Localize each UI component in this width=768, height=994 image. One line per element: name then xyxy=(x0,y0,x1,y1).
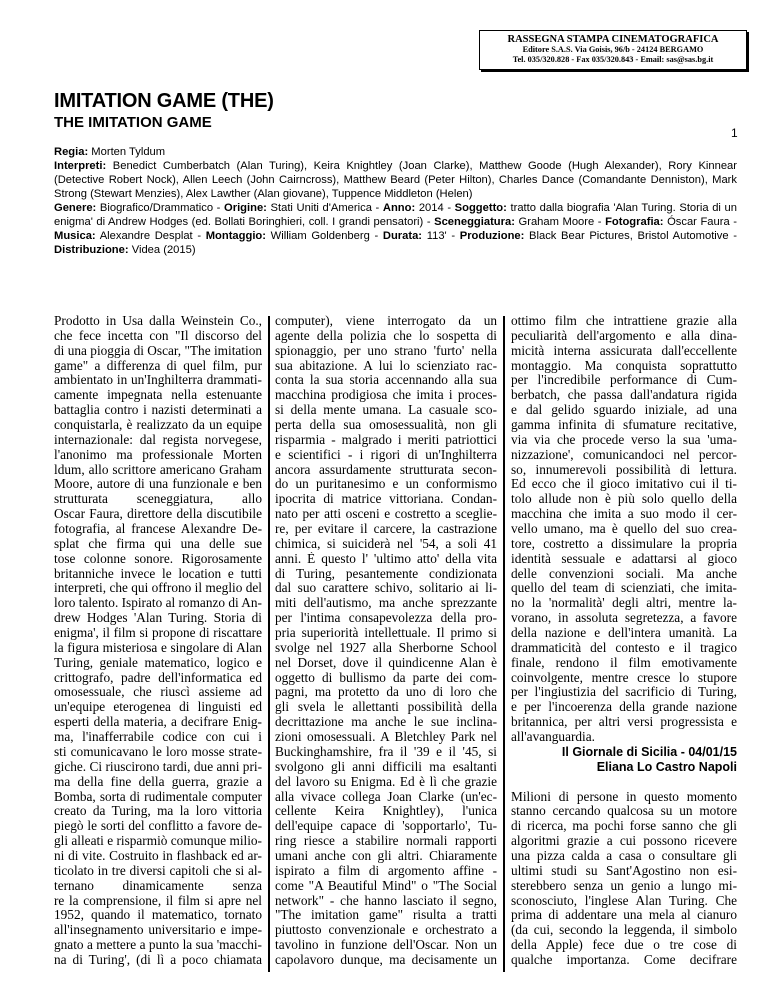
text-line: miti dell'autismo, ma anche sprezzante xyxy=(275,596,497,611)
text-line: come "A Beautiful Mind" o "The Social xyxy=(275,878,497,893)
text-line: battaglia contro i nazisti determinati a xyxy=(54,403,262,418)
text-line: britannica, per altri versi progressista e xyxy=(511,715,737,730)
text-line: finale, rendono il film emotivamente xyxy=(511,655,737,670)
text-line: del lavoro su Enigma. Ed è lì che grazie xyxy=(275,774,497,789)
text-line: interpreti, che qui offrono il meglio del xyxy=(54,581,262,596)
credit-value: Graham Moore - xyxy=(514,216,606,228)
text-line: enigma', il film si propone di riscattare xyxy=(54,626,262,641)
text-line: perta della sua omosessualità, non gli xyxy=(275,418,497,433)
text-line: gli svela le allettanti possibilità della xyxy=(275,700,497,715)
credits-paragraph xyxy=(54,159,737,201)
text-line: dal suo carattere schivo, solitario ai li- xyxy=(275,581,497,596)
text-line: loro talento. Ispirato al romanzo di An- xyxy=(54,596,262,611)
text-line: ma della fine della guerra, grazie a xyxy=(54,774,262,789)
text-line: agente della polizia che lo sospetta di xyxy=(275,328,497,343)
text-line: ni di vite. Costruito in flashback ed ar- xyxy=(54,848,262,863)
text-line: per l'ingiustizia del sacrificio di Turing, xyxy=(511,685,737,700)
review-column-2 xyxy=(275,314,497,968)
text-line: si della mente umana. La casuale sco- xyxy=(275,403,497,418)
text-line: all'avanguardia. xyxy=(511,730,595,745)
text-line: zioni omosessuali. A Bletchley Park nel xyxy=(275,730,497,745)
text-line: oggetto di bullismo da parte dei com- xyxy=(275,670,497,685)
text-line: ipocrita di matrice vittoriana. Condan- xyxy=(275,492,497,507)
text-line: chimica, si suiciderà nel '54, a soli 41 xyxy=(275,536,497,551)
text-line: per l'intima consapevolezza della pro- xyxy=(275,611,497,626)
text-line: una pizza calda a casa o consultare gli xyxy=(511,848,737,863)
text-line: Buckinghamshire, fra il '39 e il '45, si xyxy=(275,744,497,759)
text-line: pria superiorità intellettuale. Il primo si xyxy=(275,626,497,641)
publisher-name: RASSEGNA STAMPA CINEMATOGRAFICA xyxy=(507,34,719,45)
text-line: nato per atti osceni e costretto a sceglie- xyxy=(275,507,497,522)
credits-paragraph xyxy=(54,201,737,257)
text-line: Oscar Faura, direttore della discutibile xyxy=(54,507,262,522)
text-line: tavolino in funzione dell'Oscar. Non un xyxy=(275,938,497,953)
credit-label: Interpreti: xyxy=(54,160,107,172)
text-line: giche. Ci riuscirono tardi, due anni pri- xyxy=(54,759,262,774)
text-line: umani anche con gli altri. Chiaramente xyxy=(275,848,497,863)
text-line: conta la sua storia accennando alla sua xyxy=(275,373,497,388)
text-line: gamma infinita di sfumature recitative, xyxy=(511,418,737,433)
text-line: peculiarità dell'argomento e alla dina- xyxy=(511,328,737,343)
text-line: la figura misteriosa e singolare di Alan xyxy=(54,640,262,655)
credit-value: Morten Tyldum xyxy=(88,146,166,158)
text-line: spionaggio, per uno strano 'furto' nella xyxy=(275,343,497,358)
text-line: svolgono gli anni difficili ma esaltanti xyxy=(275,759,497,774)
text-line: Bomba, sorta di rudimentale computer xyxy=(54,789,262,804)
text-line: so, innumerevoli possibilità di lettura. xyxy=(511,462,737,477)
text-line: micità interna assicurata dall'eccellente xyxy=(511,343,737,358)
text-line: "The imitation game" risulta a tratti xyxy=(275,908,497,923)
text-line: ottimo film che intrattiene grazie alla xyxy=(511,314,737,328)
text-line: omosessuale, che riuscì assieme ad xyxy=(54,685,262,700)
text-line: di una pioggia di Oscar, "The imitation xyxy=(54,343,262,358)
credit-label: Sceneggiatura: xyxy=(434,216,515,228)
credits-paragraph xyxy=(54,145,737,159)
text-line: l'anonimo ma professionale Morten xyxy=(54,447,262,462)
text-line: dell'equipe capace di 'sopportarlo', Tu- xyxy=(275,819,497,834)
credit-value: Benedict Cumberbatch (Alan Turing), Keira Knightley (Joan Clarke), Matthew Goode (Hugh Alexander), Rory Kinnear (Detective Robert Nock), Allen Leech (John Cairncross), Matthew Beard (Peter Hilton), Charles Dance (Comandante Denniston), Mark Strong (Stewart Menzies), Alex Lawther (Alan giovane), Tuppence Middleton (Helen) xyxy=(54,160,737,200)
text-line: montaggio. Ma conquista soprattutto xyxy=(511,358,737,373)
review-author: Eliana Lo Castro Napoli xyxy=(596,759,737,774)
publisher-contacts: Tel. 035/320.828 - Fax 035/320.843 - Email: sas@sas.bg.it xyxy=(512,55,714,64)
credit-value: Alexandre Desplat - xyxy=(95,230,206,242)
text-line: ma, l'inafferrabile codice con cui i xyxy=(54,730,262,745)
review-column-3 xyxy=(511,314,737,968)
credit-label: Anno: xyxy=(382,202,416,214)
spacer xyxy=(511,775,737,790)
text-line: ldum, allo scrittore americano Graham xyxy=(54,462,262,477)
text-line: identità sessuale e adattarsi al gioco xyxy=(511,551,737,566)
credit-value: 113' - xyxy=(422,230,460,242)
review-column-1 xyxy=(54,314,262,968)
text-line: delle convenzioni sociali. Ma anche xyxy=(511,566,737,581)
credit-label: Genere: xyxy=(54,202,97,214)
credit-label: Musica: xyxy=(54,230,96,242)
text-line: Ed ecco che il gioco imitativo cui il ti- xyxy=(511,477,737,492)
credit-value: tratto dalla biografia 'Alan Turing. Storia di un enigma' di Andrew Hodges (ed. Bollati Boringhieri, coll. I grandi pensatori) - xyxy=(54,202,737,228)
text-line: di ricerca, ma pochi forse sanno che gli xyxy=(511,819,737,834)
text-line: un'equipe eterogenea di linguisti ed xyxy=(54,700,262,715)
text-line: camente impegnata nella estenuante xyxy=(54,388,262,403)
text-line: internazionale: dal regista norvegese, xyxy=(54,432,262,447)
credit-label: Durata: xyxy=(382,230,423,242)
film-credits xyxy=(54,145,737,257)
text-line: decrittazione ma anche le sue inclina- xyxy=(275,715,497,730)
text-line: risparmia - malgrado i meriti patriottici xyxy=(275,432,497,447)
text-line: berbatch, che passa dall'andatura rigida xyxy=(511,388,737,403)
text-line: conquistarla, è realizzato da un equipe xyxy=(54,418,262,433)
text-line: fotografia, al francese Alexandre De- xyxy=(54,522,262,537)
credit-value: 2014 - xyxy=(415,202,455,214)
text-line: strutturata sceneggiatura, allo xyxy=(54,492,262,507)
text-line: della Apple) fece due o tre cose di xyxy=(511,938,737,953)
film-title: IMITATION GAME (THE) xyxy=(54,90,274,112)
text-line: drammaticità del contesto e il tragico xyxy=(511,640,737,655)
text-line: svolge nel 1927 alla Sherborne School xyxy=(275,640,497,655)
text-line: cellente Keira Knightley), l'unica xyxy=(275,804,497,819)
credit-label: Produzione: xyxy=(459,230,525,242)
credit-value: William Goldenberg - xyxy=(266,230,383,242)
text-line: qualche importanza. Come decifrare xyxy=(511,952,737,967)
text-line: 1952, quando il matematico, tornato xyxy=(54,908,262,923)
text-line: quello del team di scienziati, che imita- xyxy=(511,581,737,596)
text-line: ternano dinamicamente senza xyxy=(54,878,262,893)
text-line: alla vivace collega Joan Clarke (un'ec- xyxy=(275,789,497,804)
text-line: algoritmi grazie a cui possono ricevere xyxy=(511,834,737,849)
text-line: prima di addentare una mela al cianuro xyxy=(511,908,737,923)
column-divider xyxy=(268,316,270,972)
credit-label: Distribuzione: xyxy=(54,244,129,256)
text-line: esperti della materia, a decifrare Enig- xyxy=(54,715,262,730)
text-line: vello umano, ma è quello del suo crea- xyxy=(511,522,737,537)
text-line: coinvolgente, mentre cresce lo stupore xyxy=(511,670,737,685)
text-line: do un puritanesimo e un conformismo xyxy=(275,477,497,492)
text-line: sconosciuto, l'inglese Alan Turing. Che xyxy=(511,893,737,908)
text-line: sua abitazione. A lui lo scienziato rac- xyxy=(275,358,497,373)
text-line: Prodotto in Usa dalla Weinstein Co., xyxy=(54,314,262,328)
text-line: via via che procede verso la sua 'uma- xyxy=(511,432,737,447)
text-line: nizzazione', comunicandoci nel percor- xyxy=(511,447,737,462)
text-line: capolavoro dunque, ma decisamente un xyxy=(275,952,497,967)
credit-value: Stati Uniti d'America - xyxy=(266,202,383,214)
text-line: e per l'incoerenza della grande nazione xyxy=(511,700,737,715)
text-line: network" - che hanno lasciato il segno, xyxy=(275,893,497,908)
review-source: Il Giornale di Sicilia - 04/01/15 xyxy=(561,744,737,759)
page-number: 1 xyxy=(731,126,738,140)
text-line: pagni, ma protetto da uno di loro che xyxy=(275,685,497,700)
text-line: (da cui, secondo la leggenda, il simbolo xyxy=(511,923,737,938)
credit-value: Óscar Faura - xyxy=(663,216,737,228)
text-line: macchina che imita a suo modo il cer- xyxy=(511,507,737,522)
text-line: splat che firma qui una delle sue xyxy=(54,536,262,551)
text-line: anni. È questo l' 'ultimo atto' della vita xyxy=(275,551,497,566)
text-line: Milioni di persone in questo momento xyxy=(511,789,737,804)
text-line: drew Hodges 'Alan Turing. Storia di xyxy=(54,611,262,626)
text-line: di Turing, pesantemente condizionata xyxy=(275,566,497,581)
film-original-title: THE IMITATION GAME xyxy=(54,114,212,131)
text-line: computer), viene interrogato da un xyxy=(275,314,497,328)
text-line: della nazione e dell'intera umanità. La xyxy=(511,626,737,641)
text-line: macchina prodigiosa che imita i proces- xyxy=(275,388,497,403)
text-line: game" a differenza di quel film, pur xyxy=(54,358,262,373)
text-line: sterebbero senza un genio a lungo mi- xyxy=(511,878,737,893)
text-line: e dal gelido sguardo iniziale, ad una xyxy=(511,403,737,418)
column-divider xyxy=(503,316,505,972)
text-line: re la comprensione, il film si apre nel xyxy=(54,893,262,908)
text-line: piuttosto convenzionale e orchestrato a xyxy=(275,923,497,938)
credit-label: Regia: xyxy=(54,146,89,158)
text-line: vorano, in assoluta segretezza, a favore xyxy=(511,611,737,626)
text-line: stanno cercando qualcosa su un motore xyxy=(511,804,737,819)
text-line: nel Dorset, dove il quindicenne Alan è xyxy=(275,655,497,670)
text-line: no la 'normalità' degli altri, mentre la- xyxy=(511,596,737,611)
text-line: ultimi studi su Sant'Agostino non esi- xyxy=(511,863,737,878)
text-line: tose colonne sonore. Rigorosamente xyxy=(54,551,262,566)
credit-value: Videa (2015) xyxy=(128,244,196,256)
text-line: ticolato in tre diversi capitoli che si al- xyxy=(54,863,262,878)
text-line: creato da Turing, ma la loro vittoria xyxy=(54,804,262,819)
text-line: ambientato in un'Inghilterra drammati- xyxy=(54,373,262,388)
text-line: gli alleati e risparmiò comunque milio- xyxy=(54,834,262,849)
text-line: per l'incredibile performance di Cum- xyxy=(511,373,737,388)
text-line: piegò le sorti del conflitto a favore de- xyxy=(54,819,262,834)
text-line: tore, costretto a dissimulare la propria xyxy=(511,536,737,551)
text-line: sti comunicavano le loro mosse strate- xyxy=(54,744,262,759)
text-line: britanniche invece le location e tutti xyxy=(54,566,262,581)
text-line: tolo allude non è più solo quello della xyxy=(511,492,737,507)
text-line: all'insegnamento universitario e impe- xyxy=(54,923,262,938)
credit-value: Black Bear Pictures, Bristol Automotive - xyxy=(524,230,737,242)
text-line: Turing, geniale matematico, logico e xyxy=(54,655,262,670)
publisher-address: Editore S.A.S. Via Goisis, 96/b - 24124 BERGAMO xyxy=(522,45,704,54)
text-line: na di Turing', (di lì a poco chiamata xyxy=(54,952,262,967)
credit-label: Soggetto: xyxy=(454,202,507,214)
credit-label: Montaggio: xyxy=(205,230,266,242)
publisher-box xyxy=(479,30,747,70)
text-line: ring riesce a stabilire normali rapporti xyxy=(275,834,497,849)
credit-label: Origine: xyxy=(224,202,267,214)
text-line: ancora assurdamente strutturata secon- xyxy=(275,462,497,477)
text-line: Moore, autore di una funzionale e ben xyxy=(54,477,262,492)
text-line: ispirato a film di argomento affine - xyxy=(275,863,497,878)
credit-value: Biografico/Drammatico - xyxy=(96,202,225,214)
credit-label: Fotografia: xyxy=(605,216,664,228)
text-line: re, per evitare il carcere, la castrazione xyxy=(275,522,497,537)
text-line: che fece incetta con "Il discorso del xyxy=(54,328,262,343)
text-line: gnato a mettere a punto la sua 'macchi- xyxy=(54,938,262,953)
text-line: crittografo, padre dell'informatica ed xyxy=(54,670,262,685)
text-line: e scientifici - i rigori di un'Inghilterra xyxy=(275,447,497,462)
